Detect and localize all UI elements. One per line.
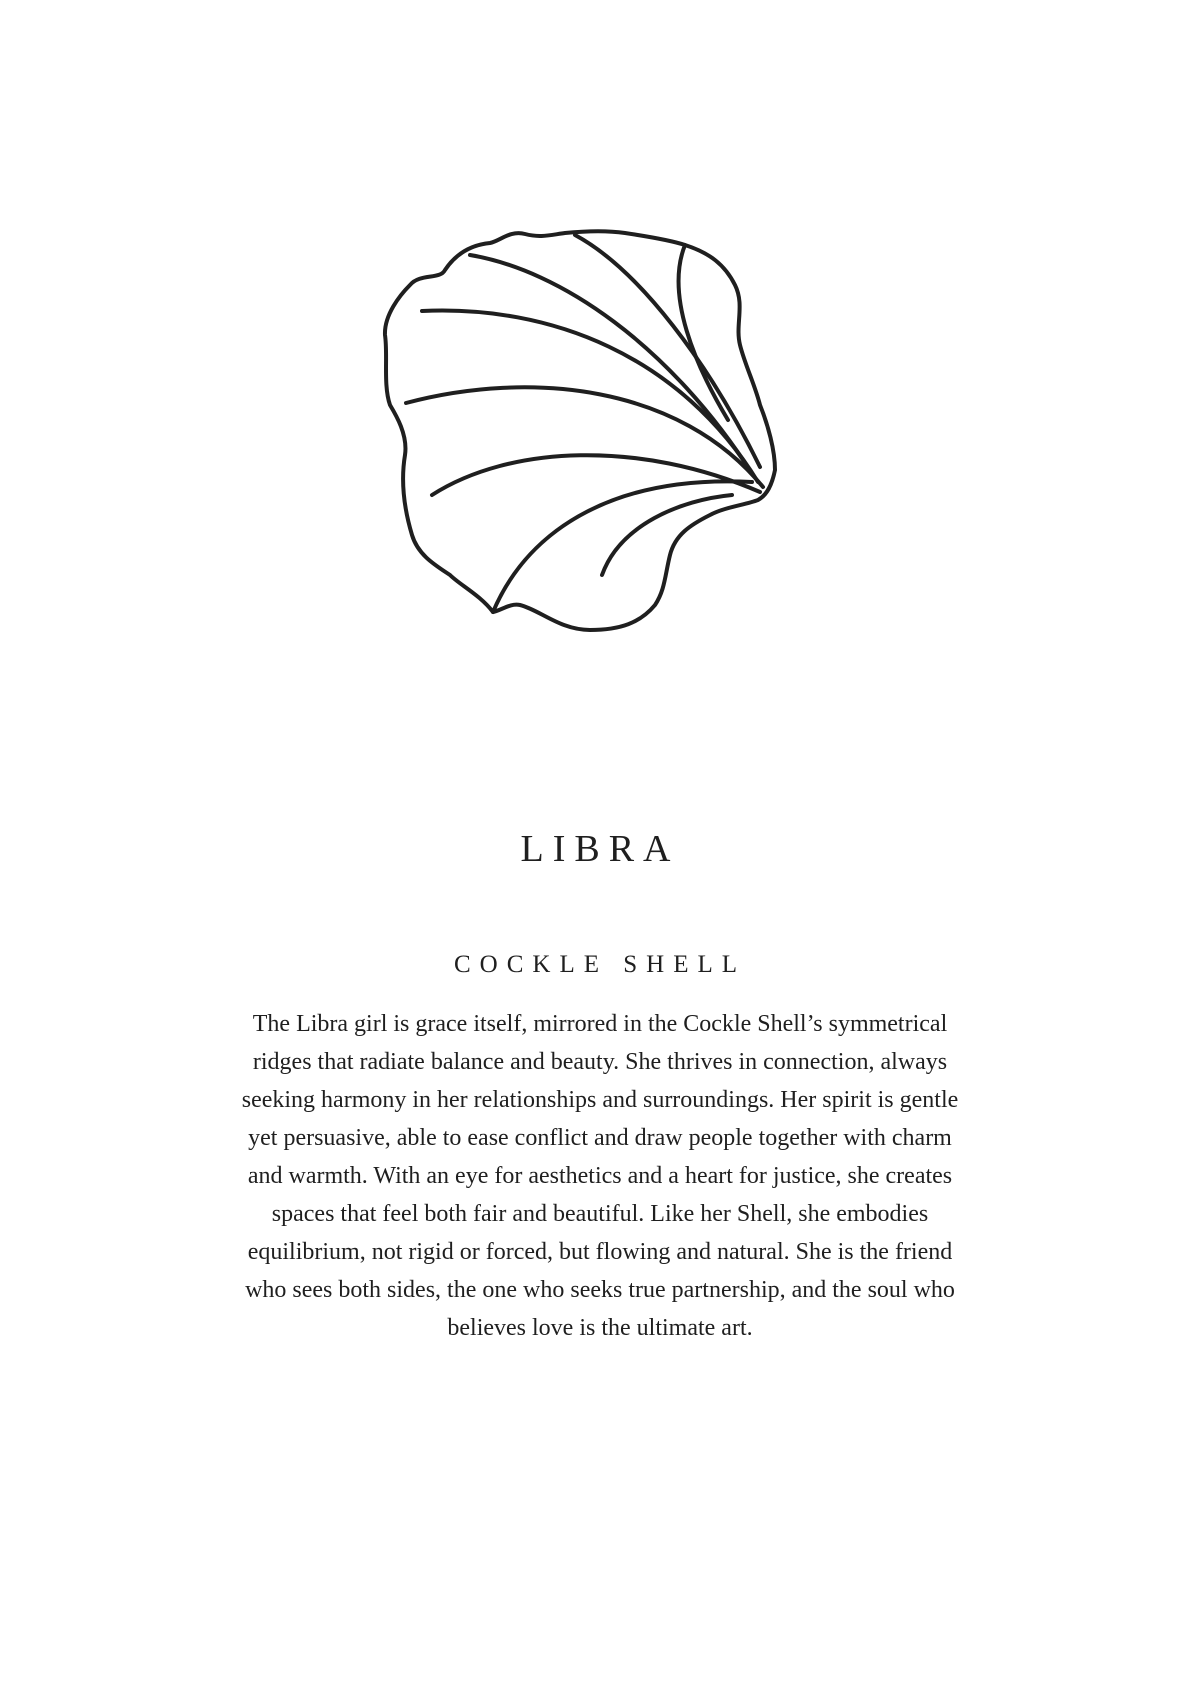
shell-outline bbox=[385, 231, 775, 630]
shell-ridge bbox=[432, 455, 760, 495]
shell-ridge bbox=[493, 481, 752, 612]
shell-ridge bbox=[470, 255, 753, 475]
cockle-shell-icon bbox=[380, 220, 820, 640]
page-subtitle: COCKLE SHELL bbox=[453, 951, 747, 978]
body-paragraph: The Libra girl is grace itself, mirrored in the Cockle Shell’s symmetrical ridges that radiate balance and beauty. She thrives in connection, always seeking harmony in her relationships and surroundings. Her spirit is gentle yet persuasive, able to ease conflict and draw people together with charm and warmth. With an eye for aesthetics and a heart for justice, she creates spaces that feel both fair and beautiful. Like her Shell, she embodies equilibrium, not rigid or forced, but flowing and natural. She is the friend who sees both sides, the one who seeks true partnership, and the soul who believes love is the ultimate art. bbox=[241, 1011, 959, 1341]
page-title: LIBRA bbox=[520, 828, 680, 870]
shell-ridge bbox=[575, 235, 760, 467]
